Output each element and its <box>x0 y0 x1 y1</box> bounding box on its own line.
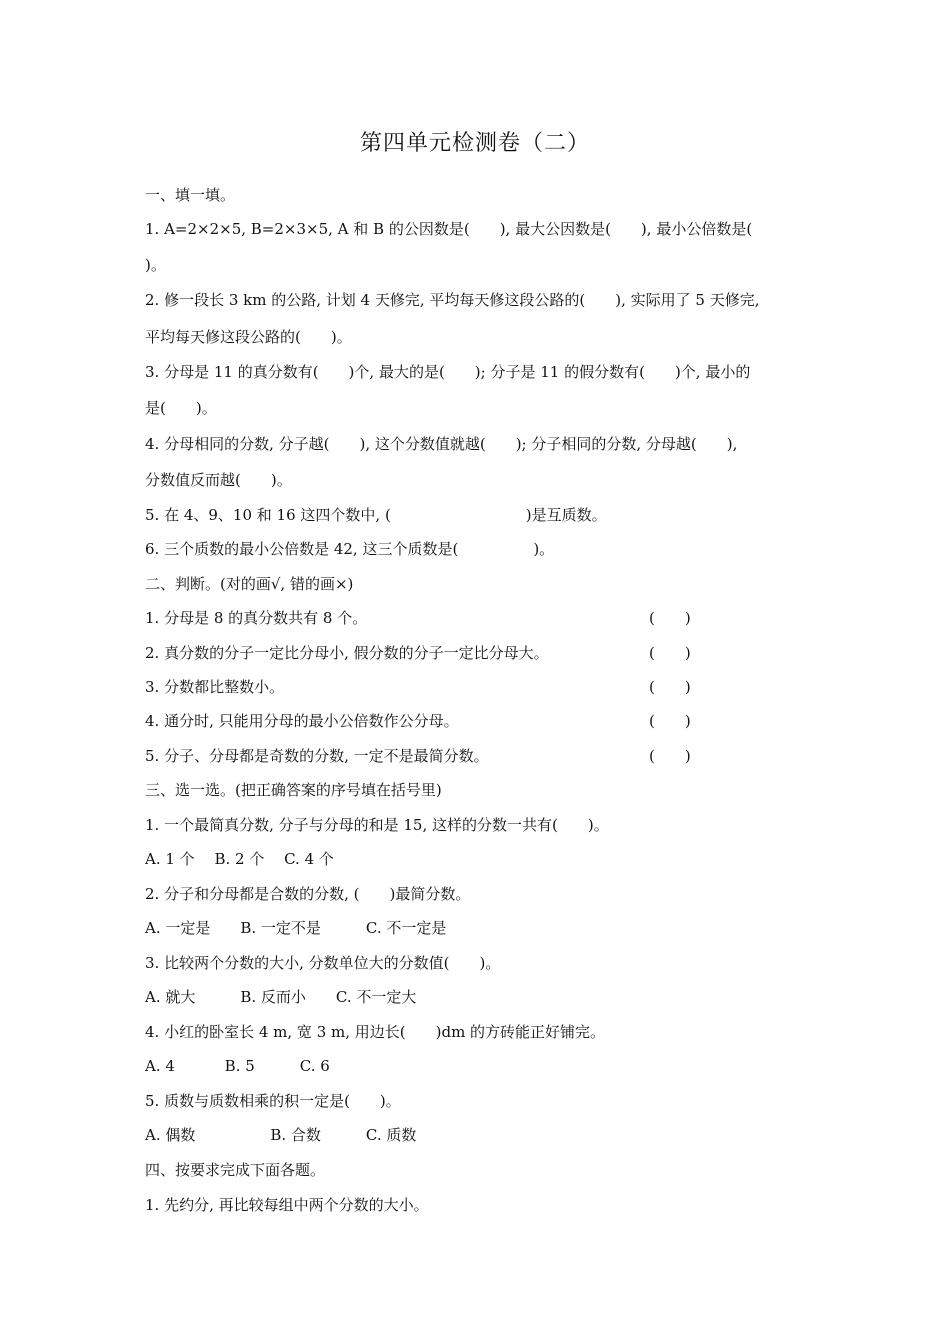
line-s1-q4-b: 分数值反而越( )。 <box>145 471 292 489</box>
line-s1-q2-a: 2. 修一段长 3 km 的公路, 计划 4 天修完, 平均每天修这段公路的( ), 实际用了 5 天修完, <box>145 291 760 309</box>
line-s3-q1: 1. 一个最简真分数, 分子与分母的和是 15, 这样的分数一共有( )。 <box>145 816 609 834</box>
line-s2-heading: 二、判断。(对的画√, 错的画×) <box>145 575 354 593</box>
line-s1-q1-a: 1. A=2×2×5, B=2×3×5, A 和 B 的公因数是( ), 最大公因数是( ), 最小公倍数是( <box>145 220 753 238</box>
line-s2-q3: 3. 分数都比整数小。 <box>145 678 285 696</box>
line-s3-heading: 三、选一选。(把正确答案的序号填在括号里) <box>145 781 442 799</box>
line-s3-q4: 4. 小红的卧室长 4 m, 宽 3 m, 用边长( )dm 的方砖能正好铺完。 <box>145 1023 606 1041</box>
line-s3-q1-opts: A. 1 个 B. 2 个 C. 4 个 <box>145 850 334 868</box>
line-s1-q5: 5. 在 4、9、10 和 16 这四个数中, ( )是互质数。 <box>145 506 607 524</box>
judgment-paren-3: ( ) <box>649 678 691 696</box>
line-s3-q4-opts: A. 4 B. 5 C. 6 <box>145 1057 330 1075</box>
line-s1-q3-a: 3. 分母是 11 的真分数有( )个, 最大的是( ); 分子是 11 的假分数有( )个, 最小的 <box>145 363 751 381</box>
line-s3-q2-opts: A. 一定是 B. 一定不是 C. 不一定是 <box>145 919 447 937</box>
line-s2-q5: 5. 分子、分母都是奇数的分数, 一定不是最简分数。 <box>145 747 489 765</box>
page-title: 第四单元检测卷（二） <box>359 131 590 156</box>
line-s1-heading: 一、填一填。 <box>145 186 236 204</box>
line-s1-q1-b: )。 <box>145 256 166 274</box>
line-s3-q3-opts: A. 就大 B. 反而小 C. 不一定大 <box>145 988 417 1006</box>
line-s4-heading: 四、按要求完成下面各题。 <box>145 1161 326 1179</box>
line-s1-q2-b: 平均每天修这段公路的( )。 <box>145 328 352 346</box>
line-s2-q4: 4. 通分时, 只能用分母的最小公倍数作公分母。 <box>145 712 459 730</box>
judgment-paren-5: ( ) <box>649 747 691 765</box>
line-s3-q3: 3. 比较两个分数的大小, 分数单位大的分数值( )。 <box>145 954 501 972</box>
line-s2-q2: 2. 真分数的分子一定比分母小, 假分数的分子一定比分母大。 <box>145 644 549 662</box>
line-s1-q4-a: 4. 分母相同的分数, 分子越( ), 这个分数值就越( ); 分子相同的分数, 分母越( ), <box>145 435 738 453</box>
judgment-paren-2: ( ) <box>649 644 691 662</box>
judgment-paren-1: ( ) <box>649 609 691 627</box>
line-s4-q1: 1. 先约分, 再比较每组中两个分数的大小。 <box>145 1196 429 1214</box>
line-s1-q3-b: 是( )。 <box>145 399 217 417</box>
line-s3-q2: 2. 分子和分母都是合数的分数, ( )最简分数。 <box>145 885 471 903</box>
judgment-paren-4: ( ) <box>649 712 691 730</box>
line-s3-q5: 5. 质数与质数相乘的积一定是( )。 <box>145 1092 401 1110</box>
line-s2-q1: 1. 分母是 8 的真分数共有 8 个。 <box>145 609 368 627</box>
line-s3-q5-opts: A. 偶数 B. 合数 C. 质数 <box>145 1126 417 1144</box>
line-s1-q6: 6. 三个质数的最小公倍数是 42, 这三个质数是( )。 <box>145 540 555 558</box>
